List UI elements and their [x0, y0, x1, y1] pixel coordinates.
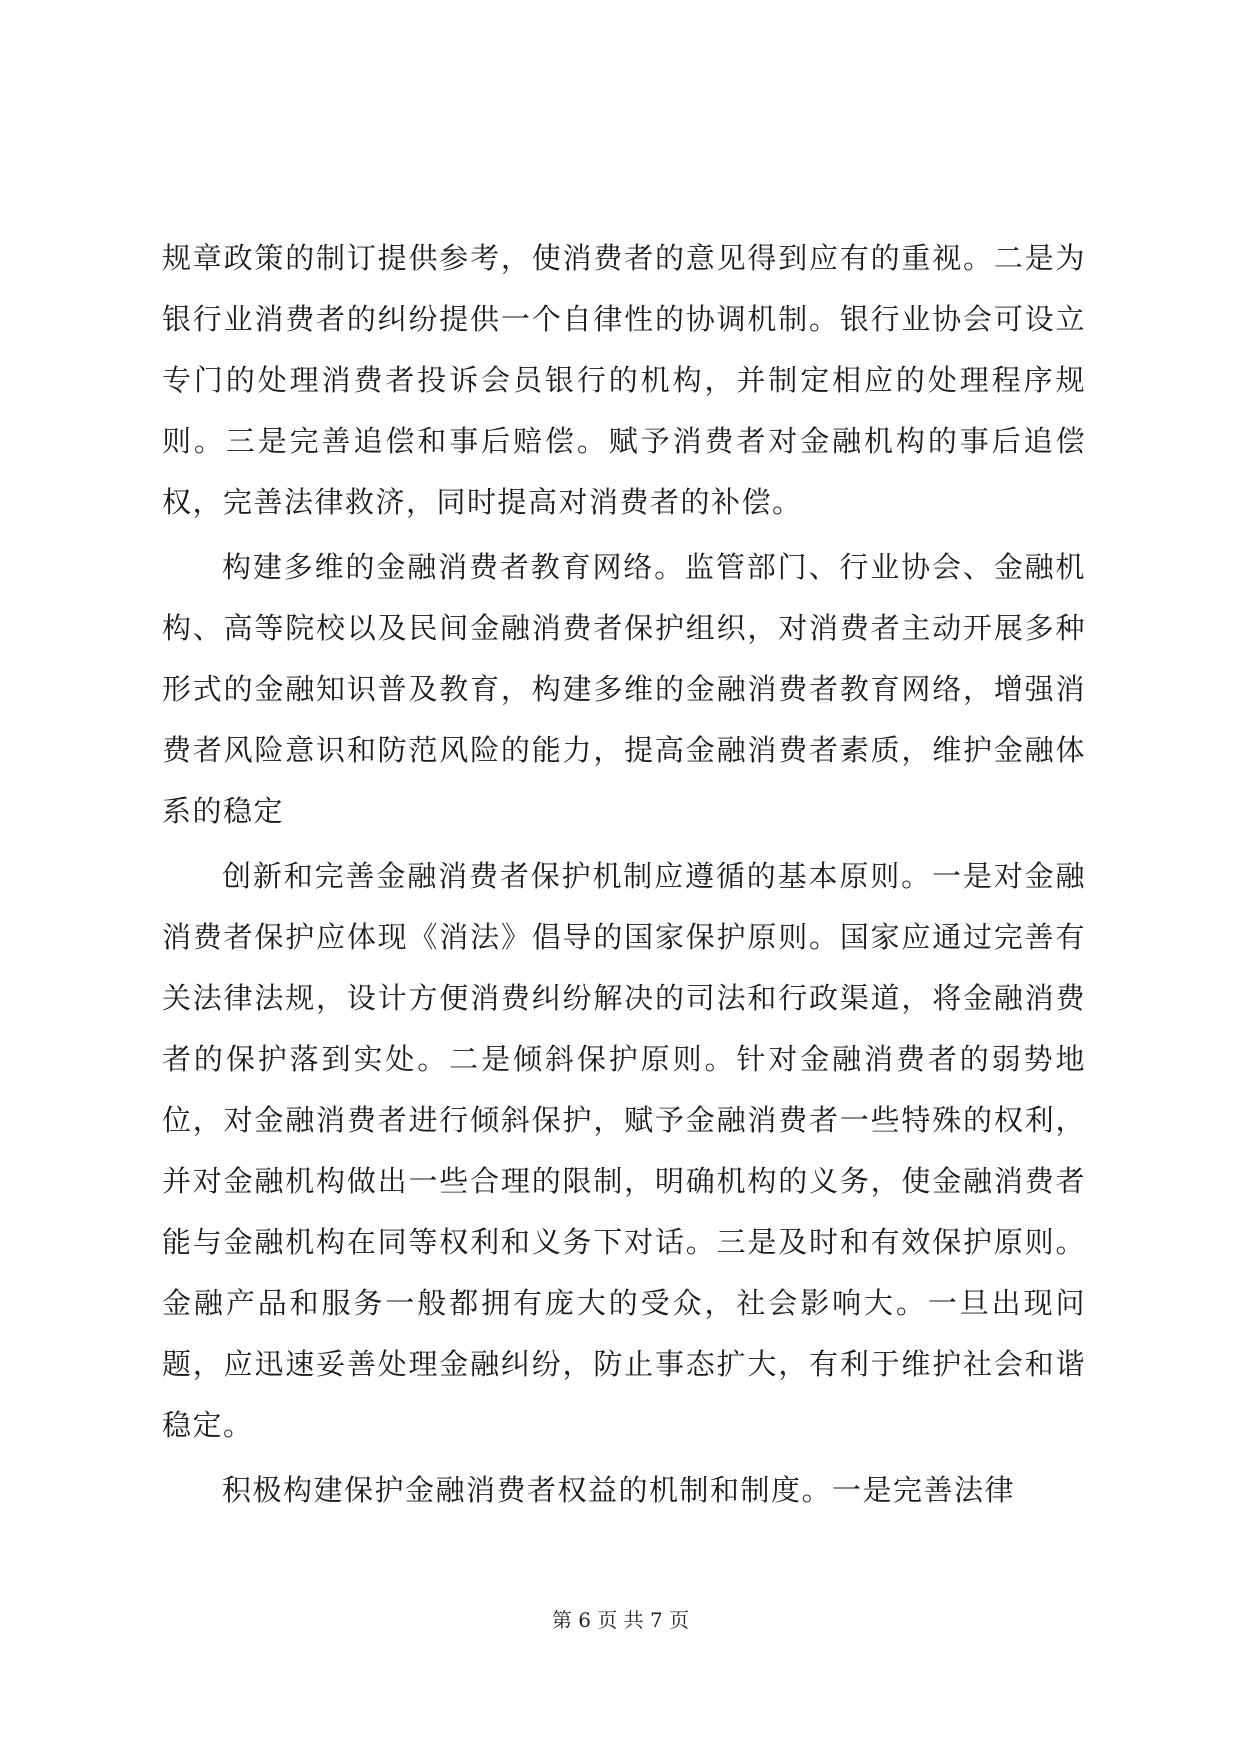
paragraph-consumer-education: 构建多维的金融消费者教育网络。监管部门、行业协会、金融机构、高等院校以及民间金融消费者保护组织，对消费者主动开展多种形式的金融知识普及教育，构建多维的金融消费者教育网络，增强消费者风险意识和防范风险的能力，提高金融消费者素质，维护金融体系的稳定: [162, 550, 1086, 828]
paragraph-continuation: 规章政策的制订提供参考，使消费者的意见得到应有的重视。二是为银行业消费者的纠纷提供一个自律性的协调机制。银行业协会可设立专门的处理消费者投诉会员银行的机构，并制定相应的处理程序规则。三是完善追偿和事后赔偿。赋予消费者对金融机构的事后追偿权，完善法律救济，同时提高对消费者的补偿。: [162, 241, 1086, 519]
paragraph-mechanisms-and-systems: 积极构建保护金融消费者权益的机制和制度。一是完善法律: [222, 1473, 1016, 1507]
page-number-footer: 第 6 页 共 7 页: [551, 1608, 690, 1632]
document-body: [162, 228, 1086, 1525]
paragraph-basic-principles: 创新和完善金融消费者保护机制应遵循的基本原则。一是对金融消费者保护应体现《消法》倡导的国家保护原则。国家应通过完善有关法律法规，设计方便消费纠纷解决的司法和行政渠道，将金融消费者的保护落到实处。二是倾斜保护原则。针对金融消费者的弱势地位，对金融消费者进行倾斜保护，赋予金融消费者一些特殊的权利，并对金融机构做出一些合理的限制，明确机构的义务，使金融消费者能与金融机构在同等权利和义务下对话。三是及时和有效保护原则。金融产品和服务一般都拥有庞大的受众，社会影响大。一旦出现问题，应迅速妥善处理金融纠纷，防止事态扩大，有利于维护社会和谐稳定。: [162, 859, 1086, 1442]
